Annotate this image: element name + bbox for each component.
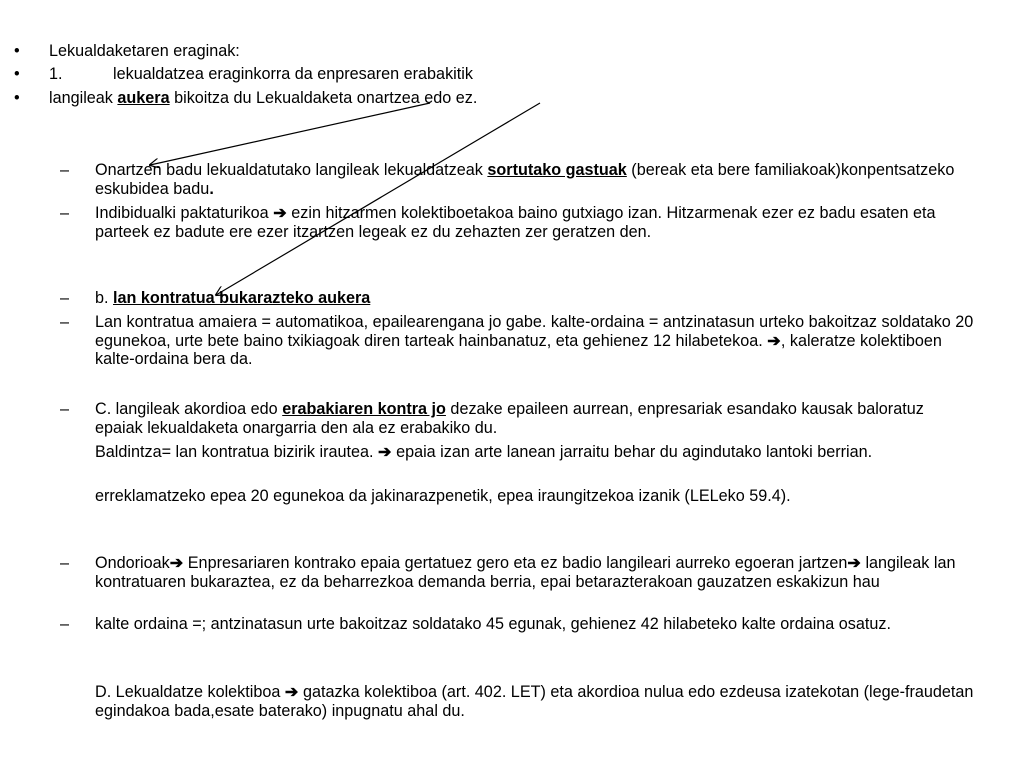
- item-text: kalte ordaina =; antzinatasun urte bakoitzaz soldatako 45 egunak, gehienez 42 hilabeteko kalte ordaina osatuz.: [95, 615, 891, 633]
- text-run: langileak lan kontratuaren bukaraztea, ez da beharrezkoa demanda berria, epai betarazterakoan gauzatzen eskakizun hau: [95, 554, 956, 591]
- bullet-text: Lekualdaketaren eraginak:: [49, 42, 240, 60]
- text-run: , kaleratze kolektiboen kalte-ordaina bera da.: [95, 331, 942, 368]
- emphasis-erabakiaren: erabakiaren kontra jo: [282, 400, 446, 418]
- dash-marker: –: [60, 204, 70, 222]
- text-run: Baldintza= lan kontratua bizirik irautea.: [95, 443, 378, 461]
- arrow-right-icon: ➔: [169, 554, 184, 572]
- dash-marker: –: [60, 161, 70, 179]
- dash-marker: –: [60, 615, 70, 633]
- text-run: Ondorioak: [95, 554, 170, 572]
- text-run: dezake epaileen aurrean, enpresariak esandako kausak baloratuz epaiak lekualdaketa onargarria den ala ez erabakiko du.: [95, 400, 924, 437]
- text-run: langileak: [49, 89, 118, 107]
- emphasis-sortutako-gastuak: sortutako gastuak: [487, 161, 627, 179]
- arrow-right-icon: ➔: [378, 443, 392, 461]
- text-run: C. langileak akordioa edo: [95, 400, 283, 418]
- dash-marker: –: [60, 313, 70, 331]
- text-run: bikoitza du Lekualdaketa onartzea edo ez.: [169, 89, 478, 107]
- text-run: .: [209, 179, 214, 198]
- bullet-number: 1.: [49, 65, 63, 83]
- text-run: Lan kontratua amaiera = automatikoa, epailearengana jo gabe. kalte-ordaina = antzinatasun urteko bakoitzaz soldatako 20 egunekoa, urte bete baino txikiagoak diren tarteak hainbanatuz, eta gehienez 12 hilabetekoa.: [95, 313, 974, 350]
- text-run: epaia izan arte lanean jarraitu behar du agindutako lantoki berrian.: [391, 443, 873, 461]
- text-run: (bereak eta bere familiakoak)konpentsatzeko eskubidea badu: [95, 161, 955, 198]
- arrow-right-icon: ➔: [847, 554, 861, 572]
- bullet-marker: •: [14, 65, 20, 83]
- dash-marker: –: [60, 400, 70, 418]
- text-run: ezin hitzarmen kolektiboetakoa baino gutxiago izan. Hitzarmenak ezer ez badu esaten eta parteek ez badute ere ezer itzartzen legeak ez du zehazten zer geratzen den.: [95, 204, 936, 241]
- arrow-right-icon: ➔: [767, 331, 781, 350]
- bullet-text: lekualdatzea eraginkorra da enpresaren erabakitik: [113, 65, 473, 83]
- emphasis-lan-kontratua: lan kontratua bukarazteko aukera: [113, 289, 371, 307]
- text-run: Enpresariaren kontrako epaia gertatuez gero eta ez badio langileari aurreko egoeran jartzen: [183, 554, 848, 572]
- paragraph-erreklamatzeko: erreklamatzeko epea 20 egunekoa da jakinarazpenetik, epea iraungitzekoa izanik (LELeko 59.4).: [95, 487, 791, 505]
- arrow-right-icon: ➔: [273, 204, 287, 222]
- arrow-to-lan-kontratua: [216, 103, 540, 295]
- arrow-right-icon: ➔: [284, 683, 299, 701]
- text-run: b.: [95, 289, 113, 307]
- text-run: Indibidualki paktaturikoa: [95, 204, 274, 222]
- dash-marker: –: [60, 289, 70, 307]
- text-run: D. Lekualdatze kolektiboa: [95, 683, 285, 701]
- arrow-to-onartzen: [150, 103, 430, 165]
- bullet-marker: •: [14, 89, 20, 107]
- emphasis-aukera: aukera: [117, 89, 170, 107]
- text-run: gatazka kolektiboa (art. 402. LET) eta akordioa nulua edo ezdeusa izatekotan (lege-fraudetan egindakoa bada,esate baterako) inpugnatu ahal du.: [95, 683, 974, 720]
- dash-marker: –: [60, 554, 70, 572]
- text-run: Onartzen badu lekualdatutako langileak lekualdatzeak: [95, 161, 488, 179]
- bullet-marker: •: [14, 42, 20, 60]
